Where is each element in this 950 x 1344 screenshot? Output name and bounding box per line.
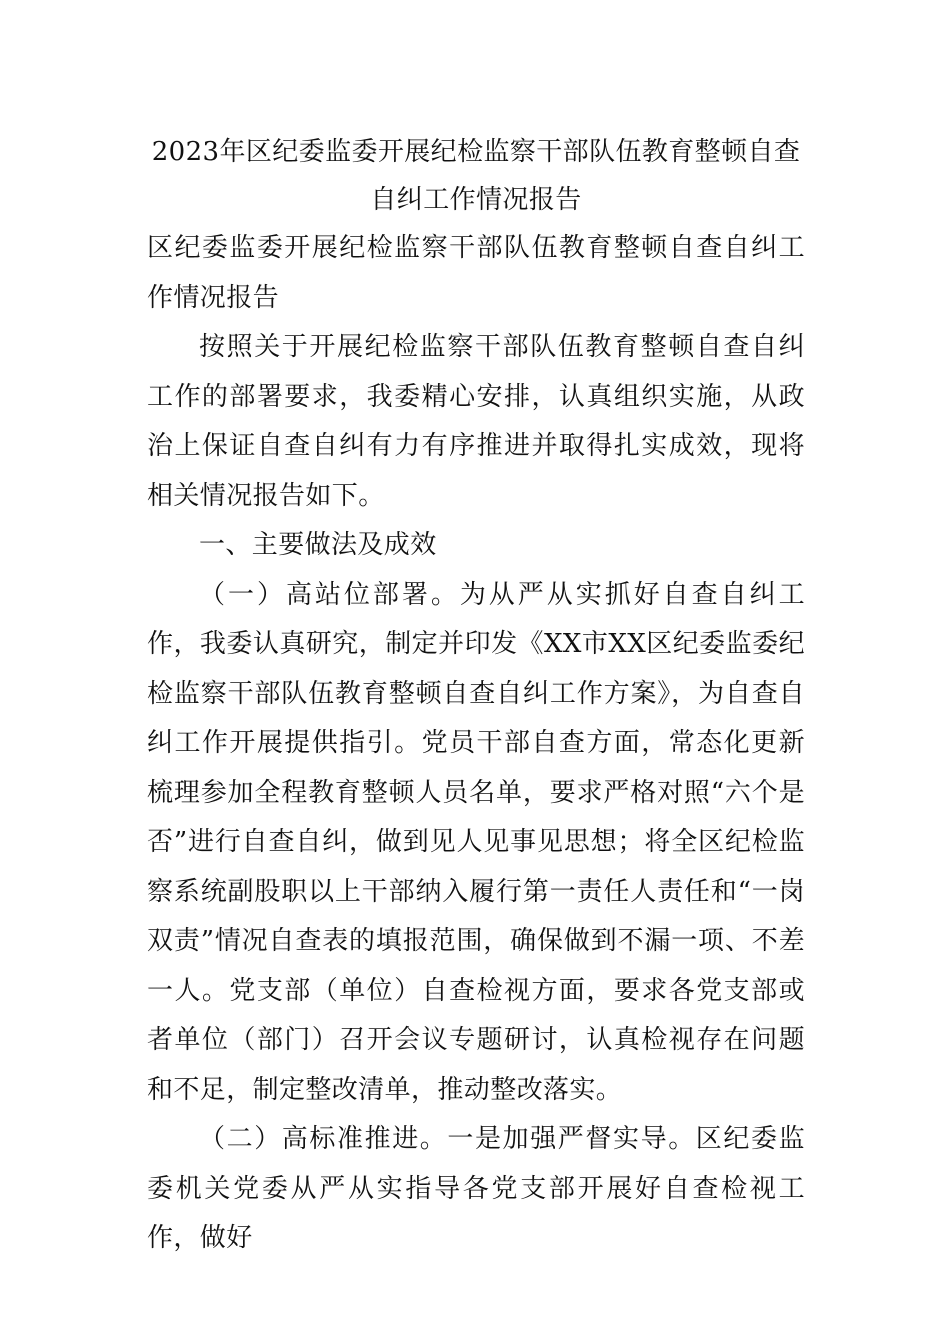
document-title: 2023年区纪委监委开展纪检监察干部队伍教育整顿自查自纠工作情况报告 xyxy=(151,137,801,215)
document-subtitle: 区纪委监委开展纪检监察干部队伍教育整顿自查自纠工作情况报告 xyxy=(147,233,805,313)
paragraph-advancement: （二）高标准推进。一是加强严督实导。区纪委监委机关党委从严从实指导各党支部开展好自查检视工作，做好 xyxy=(147,1124,805,1253)
document-body xyxy=(147,128,805,1264)
paragraph-deployment: （一）高站位部署。为从严从实抓好自查自纠工作，我委认真研究，制定并印发《XX市XX区纪委监委纪检监察干部队伍教育整顿自查自纠工作方案》，为自查自纠工作开展提供指引。党员干部自查方面，常态化更新梳理参加全程教育整顿人员名单，要求严格对照“六个是否”进行自查自纠，做到见人见事见思想；将全区纪检监察系统副股职以上干部纳入履行第一责任人责任和“一岗双责”情况自查表的填报范围，确保做到不漏一项、不差一人。党支部（单位）自查检视方面，要求各党支部或者单位（部门）召开会议专题研讨，认真检视存在问题和不足，制定整改清单，推动整改落实。 xyxy=(147,579,805,1105)
section-heading: 一、主要做法及成效 xyxy=(199,530,437,560)
intro-paragraph: 按照关于开展纪检监察干部队伍教育整顿自查自纠工作的部署要求，我委精心安排，认真组织实施，从政治上保证自查自纠有力有序推进并取得扎实成效，现将相关情况报告如下。 xyxy=(147,332,805,511)
